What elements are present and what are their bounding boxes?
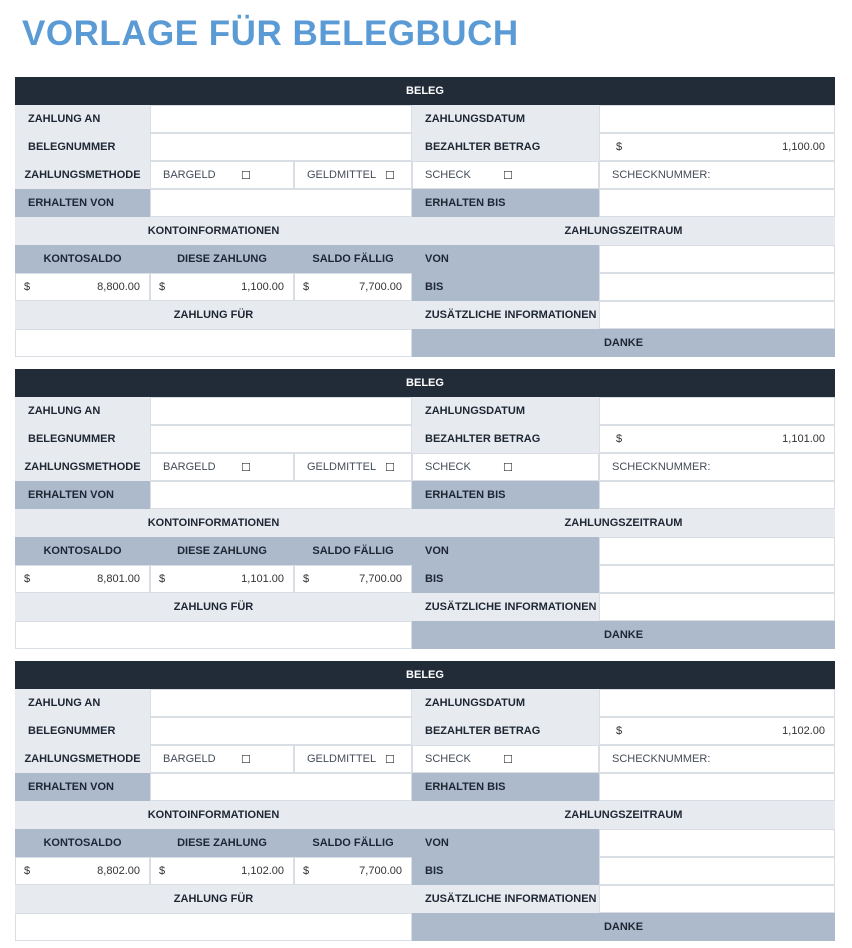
- zahlung-fuer-field[interactable]: [15, 329, 412, 357]
- zahlungsdatum-field[interactable]: [599, 105, 835, 133]
- saldo-faellig-cell[interactable]: [294, 565, 412, 593]
- zahlungsmethode-label: ZAHLUNGSMETHODE: [15, 453, 150, 481]
- kontoinformationen-header: KONTOINFORMATIONEN: [15, 509, 412, 537]
- bis-field[interactable]: [599, 565, 835, 593]
- erhalten-von-field[interactable]: [150, 189, 412, 217]
- zusaetzliche-informationen-field[interactable]: [599, 593, 835, 621]
- zahlungsmethode-label: ZAHLUNGSMETHODE: [15, 745, 150, 773]
- diese-zahlung-header: DIESE ZAHLUNG: [150, 829, 294, 857]
- geldmittel-option[interactable]: [294, 745, 412, 773]
- bargeld-label: BARGELD: [163, 753, 216, 765]
- von-field[interactable]: [599, 829, 835, 857]
- scheck-checkbox[interactable]: ☐: [503, 169, 513, 182]
- currency-symbol: $: [159, 865, 166, 877]
- zahlungsdatum-label: ZAHLUNGSDATUM: [412, 689, 599, 717]
- diese-zahlung-value: 1,101.00: [241, 573, 284, 585]
- zahlungsdatum-field[interactable]: [599, 397, 835, 425]
- erhalten-von-label: ERHALTEN VON: [15, 481, 150, 509]
- saldo-faellig-cell[interactable]: [294, 273, 412, 301]
- schecknummer-label: SCHECKNUMMER:: [612, 169, 711, 181]
- erhalten-bis-field[interactable]: [599, 189, 835, 217]
- kontosaldo-header: KONTOSALDO: [15, 245, 150, 273]
- diese-zahlung-header: DIESE ZAHLUNG: [150, 245, 294, 273]
- zahlung-an-field[interactable]: [150, 397, 412, 425]
- saldo-faellig-cell[interactable]: [294, 857, 412, 885]
- saldo-faellig-header: SALDO FÄLLIG: [294, 537, 412, 565]
- kontosaldo-header: KONTOSALDO: [15, 829, 150, 857]
- bezahlter-betrag-field[interactable]: [599, 717, 835, 745]
- zahlung-fuer-header: ZAHLUNG FÜR: [15, 301, 412, 329]
- erhalten-von-field[interactable]: [150, 773, 412, 801]
- bargeld-label: BARGELD: [163, 169, 216, 181]
- geldmittel-option[interactable]: [294, 161, 412, 189]
- diese-zahlung-value: 1,102.00: [241, 865, 284, 877]
- bargeld-option[interactable]: [150, 453, 294, 481]
- kontosaldo-cell[interactable]: [15, 565, 150, 593]
- geldmittel-option[interactable]: [294, 453, 412, 481]
- currency-symbol: $: [24, 865, 31, 877]
- zahlung-an-label: ZAHLUNG AN: [15, 397, 150, 425]
- receipt-block: [15, 369, 835, 649]
- kontosaldo-value: 8,800.00: [97, 281, 140, 293]
- bargeld-checkbox[interactable]: ☐: [241, 461, 251, 474]
- bis-label: BIS: [412, 273, 599, 301]
- receipt-header: BELEG: [15, 661, 835, 689]
- bezahlter-betrag-value: 1,100.00: [782, 141, 825, 153]
- zahlungsdatum-field[interactable]: [599, 689, 835, 717]
- danke-banner: DANKE: [412, 329, 835, 357]
- kontosaldo-header: KONTOSALDO: [15, 537, 150, 565]
- saldo-faellig-value: 7,700.00: [359, 573, 402, 585]
- scheck-checkbox[interactable]: ☐: [503, 753, 513, 766]
- bezahlter-betrag-value: 1,102.00: [782, 725, 825, 737]
- erhalten-von-field[interactable]: [150, 481, 412, 509]
- schecknummer-field[interactable]: [599, 745, 835, 773]
- scheck-option[interactable]: [412, 745, 599, 773]
- bis-label: BIS: [412, 857, 599, 885]
- von-label: VON: [412, 245, 599, 273]
- zahlung-fuer-field[interactable]: [15, 621, 412, 649]
- diese-zahlung-cell[interactable]: [150, 273, 294, 301]
- currency-symbol: $: [159, 573, 166, 585]
- scheck-option[interactable]: [412, 161, 599, 189]
- erhalten-von-label: ERHALTEN VON: [15, 773, 150, 801]
- zahlungszeitraum-header: ZAHLUNGSZEITRAUM: [412, 217, 835, 245]
- zahlung-fuer-field[interactable]: [15, 913, 412, 941]
- zusaetzliche-informationen-label: ZUSÄTZLICHE INFORMATIONEN: [412, 593, 599, 621]
- belegnummer-label: BELEGNUMMER: [15, 425, 150, 453]
- bargeld-checkbox[interactable]: ☐: [241, 169, 251, 182]
- receipt-block: [15, 661, 835, 941]
- kontosaldo-cell[interactable]: [15, 857, 150, 885]
- zahlungsdatum-label: ZAHLUNGSDATUM: [412, 397, 599, 425]
- schecknummer-field[interactable]: [599, 453, 835, 481]
- currency-symbol: $: [303, 573, 310, 585]
- geldmittel-checkbox[interactable]: ☐: [385, 169, 395, 182]
- kontosaldo-value: 8,801.00: [97, 573, 140, 585]
- erhalten-von-label: ERHALTEN VON: [15, 189, 150, 217]
- saldo-faellig-header: SALDO FÄLLIG: [294, 829, 412, 857]
- bezahlter-betrag-label: BEZAHLTER BETRAG: [412, 717, 599, 745]
- belegnummer-field[interactable]: [150, 717, 412, 745]
- geldmittel-checkbox[interactable]: ☐: [385, 753, 395, 766]
- scheck-label: SCHECK: [425, 461, 471, 473]
- zahlungszeitraum-header: ZAHLUNGSZEITRAUM: [412, 801, 835, 829]
- scheck-checkbox[interactable]: ☐: [503, 461, 513, 474]
- belegnummer-field[interactable]: [150, 425, 412, 453]
- zahlung-an-field[interactable]: [150, 689, 412, 717]
- schecknummer-label: SCHECKNUMMER:: [612, 461, 711, 473]
- geldmittel-label: GELDMITTEL: [307, 753, 377, 765]
- bis-label: BIS: [412, 565, 599, 593]
- scheck-label: SCHECK: [425, 753, 471, 765]
- diese-zahlung-header: DIESE ZAHLUNG: [150, 537, 294, 565]
- bis-field[interactable]: [599, 857, 835, 885]
- currency-symbol: $: [303, 281, 310, 293]
- currency-symbol: $: [616, 725, 623, 737]
- currency-symbol: $: [303, 865, 310, 877]
- kontoinformationen-header: KONTOINFORMATIONEN: [15, 217, 412, 245]
- page-title: VORLAGE FÜR BELEGBUCH: [22, 14, 519, 53]
- von-label: VON: [412, 537, 599, 565]
- zahlungsdatum-label: ZAHLUNGSDATUM: [412, 105, 599, 133]
- von-label: VON: [412, 829, 599, 857]
- currency-symbol: $: [24, 281, 31, 293]
- schecknummer-label: SCHECKNUMMER:: [612, 753, 711, 765]
- zusaetzliche-informationen-label: ZUSÄTZLICHE INFORMATIONEN: [412, 885, 599, 913]
- zusaetzliche-informationen-field[interactable]: [599, 301, 835, 329]
- receipt-header: BELEG: [15, 369, 835, 397]
- saldo-faellig-value: 7,700.00: [359, 865, 402, 877]
- bis-field[interactable]: [599, 273, 835, 301]
- belegnummer-label: BELEGNUMMER: [15, 133, 150, 161]
- kontoinformationen-header: KONTOINFORMATIONEN: [15, 801, 412, 829]
- receipt-header: BELEG: [15, 77, 835, 105]
- zahlung-an-field[interactable]: [150, 105, 412, 133]
- kontosaldo-value: 8,802.00: [97, 865, 140, 877]
- zahlungsmethode-label: ZAHLUNGSMETHODE: [15, 161, 150, 189]
- receipt-block: [15, 77, 835, 357]
- von-field[interactable]: [599, 245, 835, 273]
- currency-symbol: $: [24, 573, 31, 585]
- belegnummer-label: BELEGNUMMER: [15, 717, 150, 745]
- bargeld-label: BARGELD: [163, 461, 216, 473]
- zusaetzliche-informationen-label: ZUSÄTZLICHE INFORMATIONEN: [412, 301, 599, 329]
- saldo-faellig-header: SALDO FÄLLIG: [294, 245, 412, 273]
- geldmittel-checkbox[interactable]: ☐: [385, 461, 395, 474]
- currency-symbol: $: [616, 433, 623, 445]
- diese-zahlung-cell[interactable]: [150, 857, 294, 885]
- zusaetzliche-informationen-field[interactable]: [599, 885, 835, 913]
- zahlung-an-label: ZAHLUNG AN: [15, 689, 150, 717]
- zahlungszeitraum-header: ZAHLUNGSZEITRAUM: [412, 509, 835, 537]
- currency-symbol: $: [616, 141, 623, 153]
- bargeld-option[interactable]: [150, 161, 294, 189]
- bezahlter-betrag-label: BEZAHLTER BETRAG: [412, 425, 599, 453]
- erhalten-bis-label: ERHALTEN BIS: [412, 481, 599, 509]
- danke-banner: DANKE: [412, 913, 835, 941]
- danke-banner: DANKE: [412, 621, 835, 649]
- scheck-label: SCHECK: [425, 169, 471, 181]
- erhalten-bis-label: ERHALTEN BIS: [412, 773, 599, 801]
- bezahlter-betrag-field[interactable]: [599, 133, 835, 161]
- geldmittel-label: GELDMITTEL: [307, 169, 377, 181]
- bezahlter-betrag-field[interactable]: [599, 425, 835, 453]
- zahlung-fuer-header: ZAHLUNG FÜR: [15, 593, 412, 621]
- zahlung-an-label: ZAHLUNG AN: [15, 105, 150, 133]
- erhalten-bis-label: ERHALTEN BIS: [412, 189, 599, 217]
- diese-zahlung-cell[interactable]: [150, 565, 294, 593]
- bezahlter-betrag-label: BEZAHLTER BETRAG: [412, 133, 599, 161]
- schecknummer-field[interactable]: [599, 161, 835, 189]
- von-field[interactable]: [599, 537, 835, 565]
- erhalten-bis-field[interactable]: [599, 481, 835, 509]
- currency-symbol: $: [159, 281, 166, 293]
- erhalten-bis-field[interactable]: [599, 773, 835, 801]
- saldo-faellig-value: 7,700.00: [359, 281, 402, 293]
- bezahlter-betrag-value: 1,101.00: [782, 433, 825, 445]
- belegnummer-field[interactable]: [150, 133, 412, 161]
- scheck-option[interactable]: [412, 453, 599, 481]
- bargeld-checkbox[interactable]: ☐: [241, 753, 251, 766]
- diese-zahlung-value: 1,100.00: [241, 281, 284, 293]
- zahlung-fuer-header: ZAHLUNG FÜR: [15, 885, 412, 913]
- bargeld-option[interactable]: [150, 745, 294, 773]
- geldmittel-label: GELDMITTEL: [307, 461, 377, 473]
- kontosaldo-cell[interactable]: [15, 273, 150, 301]
